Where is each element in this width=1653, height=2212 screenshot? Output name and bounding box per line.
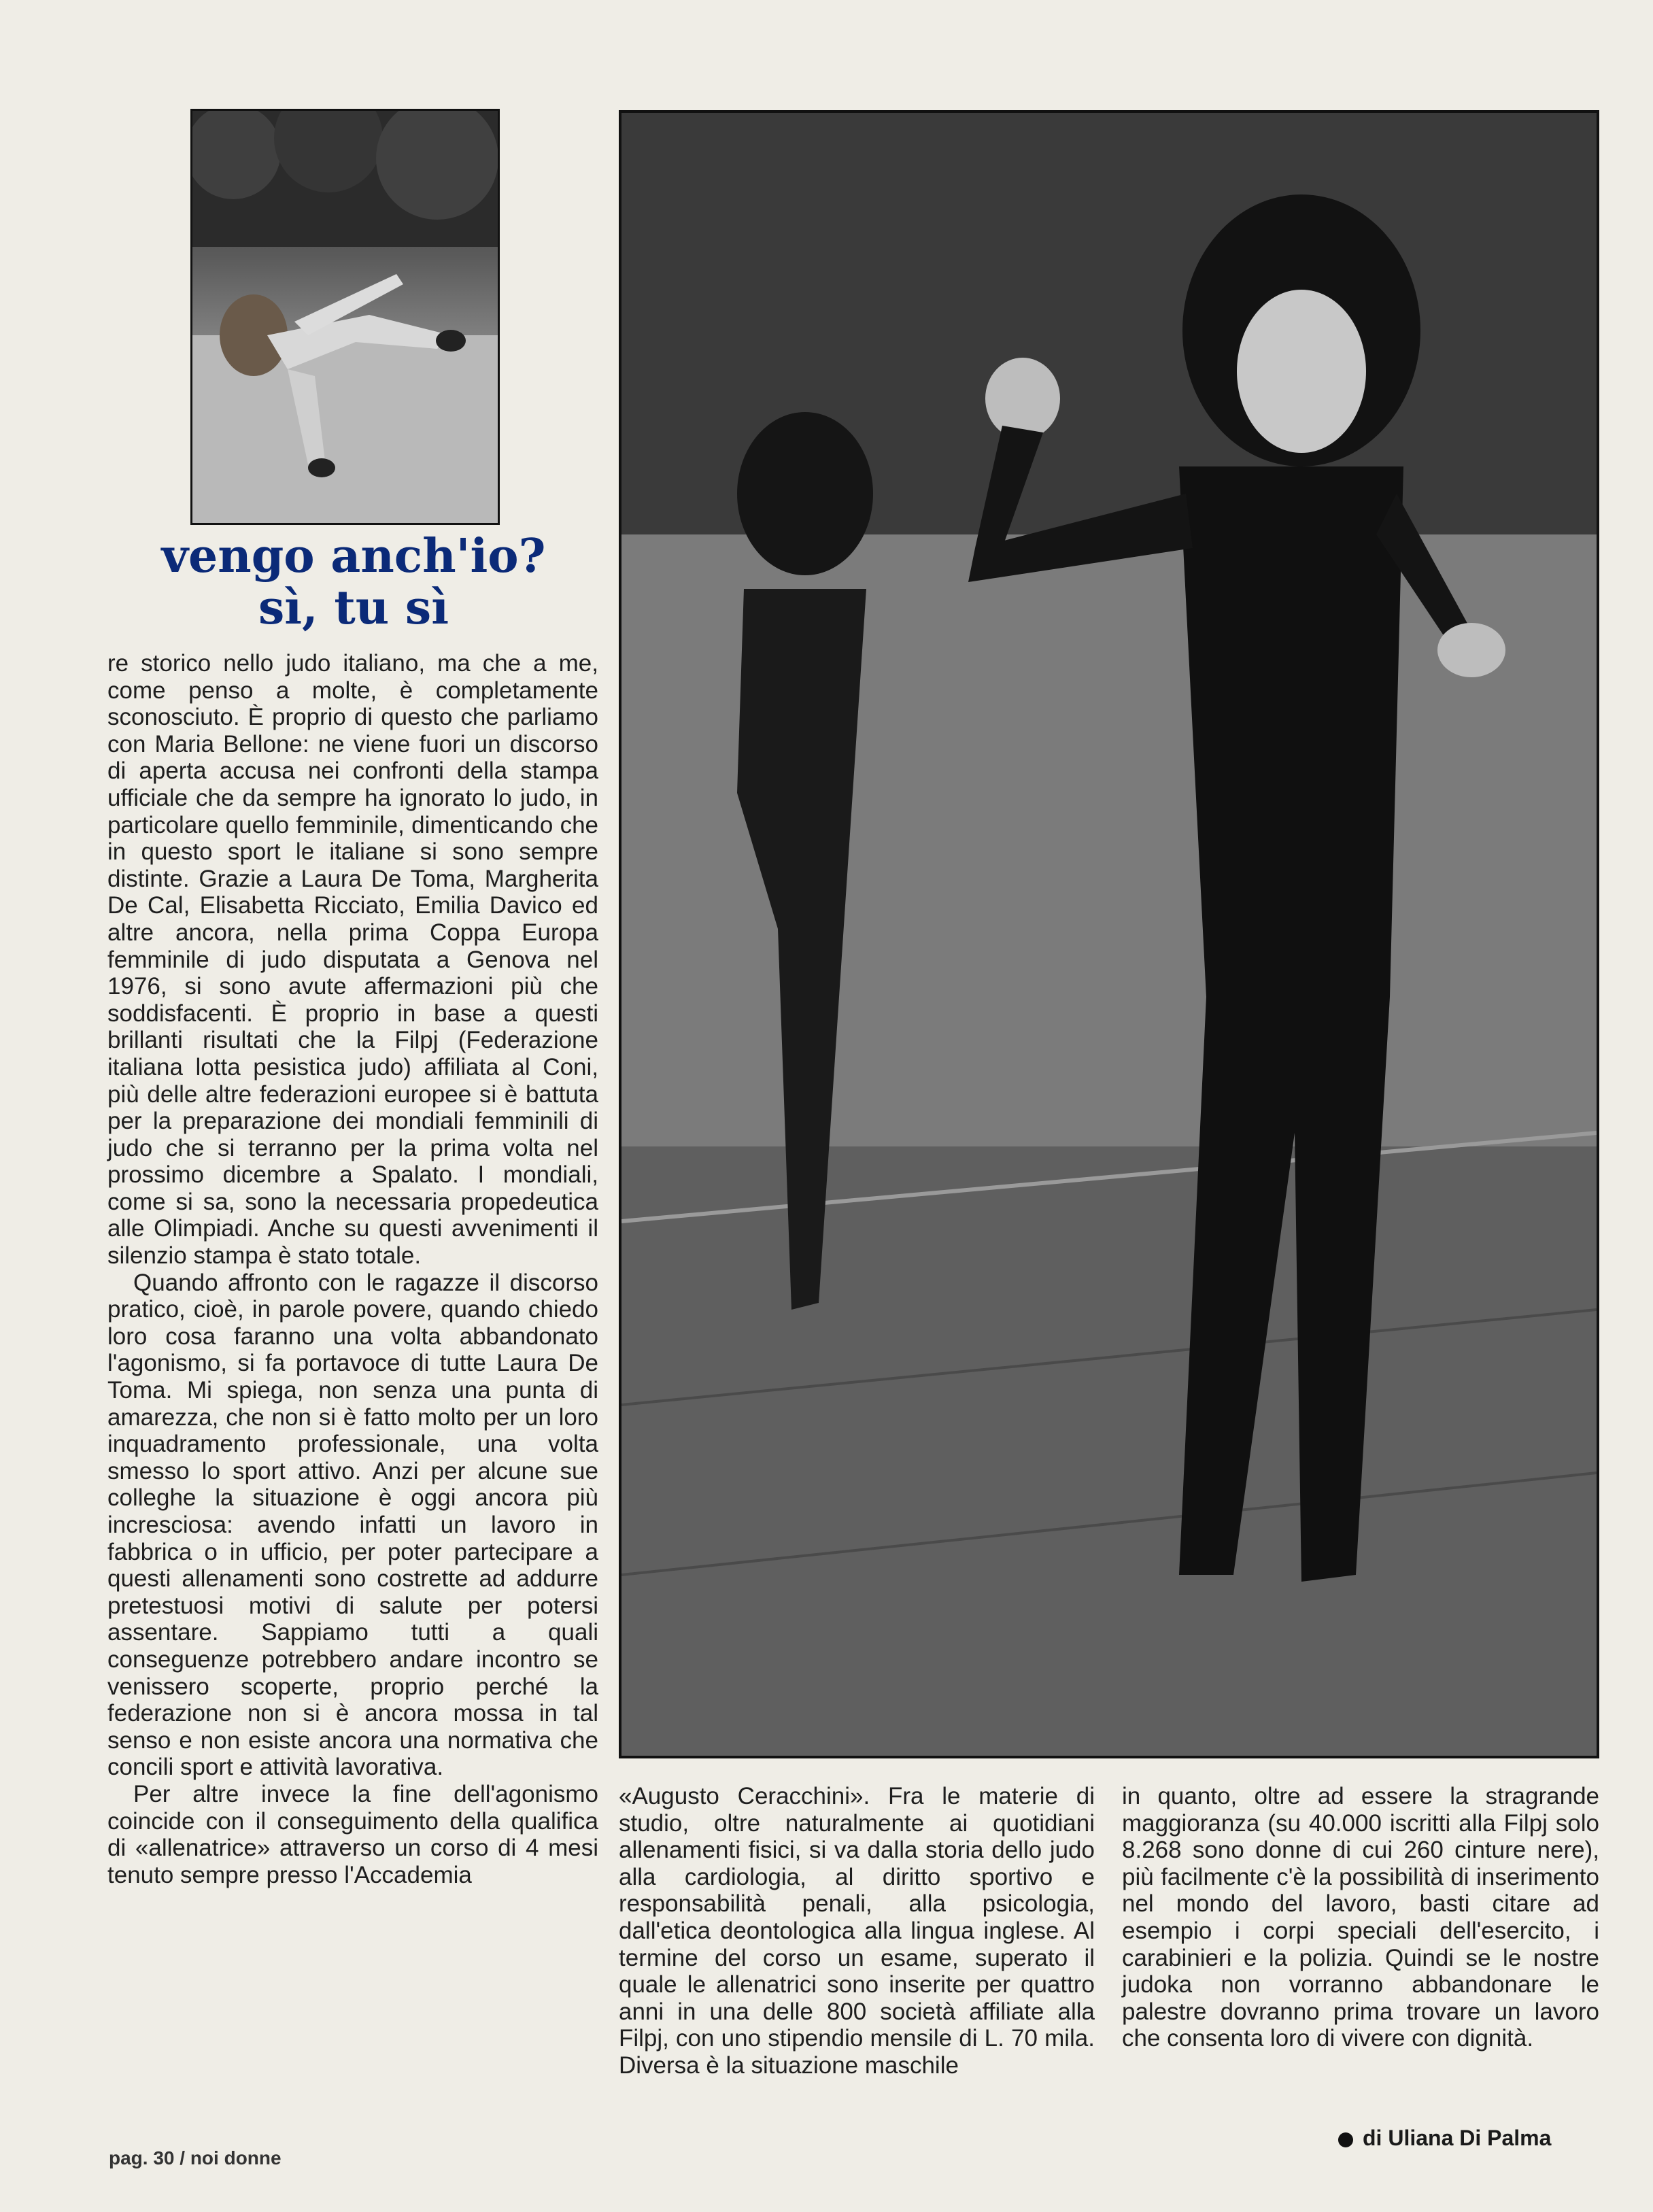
paragraph-1: re storico nello judo italiano, ma che a me, come penso a molte, è completamente sconosciuto. È proprio di questo che parliamo con Maria Bellone: ne viene fuori un discorso di aperta accusa nei confronti della stampa ufficiale che da sempre ha ignorato lo judo, in particolare quello femminile, dimenticando che in questo sport le italiane si sono sempre distinte. Grazie a Laura De Toma, Margherita De Cal, Elisabetta Ricciato, Emilia Davico ed altre ancora, nella prima Coppa Europa femminile di judo disputata a Genova nel 1976, si sono avute affermazioni più che soddisfacenti. È proprio in base a questi brillanti risultati che la Filpj (Federazione italiana lotta pesistica judo) affiliata al Coni, più delle altre federazioni europee si è battuta per la preparazione dei mondiali femminili di judo che si terranno per la prima volta nel prossimo dicembre a Spalato. I mondiali, come si sa, sono la necessaria propedeutica alle Olimpiadi. Anche su questi avvenimenti il silenzio stampa è stato totale. bbox=[107, 650, 598, 1270]
paragraph-2: Quando affronto con le ragazze il discorso pratico, cioè, in parole povere, quando chiedo loro cosa faranno una volta abbandonato l'agonismo, si fa portavoce di tutte Laura De Toma. Mi spiega, non senza una punta di amarezza, che non si è fatto molto per un loro inquadramento professionale, una volta smesso lo sport attivo. Anzi per alcune sue colleghe la situazione è oggi ancora più incresciosa: avendo infatti un lavoro in fabbrica o in ufficio, per poter partecipare a questi allenamenti sono costrette ad addurre pretestuosi motivi di salute per potersi assentare. Sappiamo tutti a quali conseguenze potrebbero andare incontro se venissero scoperte, proprio perché la federazione non si è ancora mossa in tal senso e non esiste ancora una normativa che concili sport e attività lavorativa. bbox=[107, 1269, 598, 1781]
article-column-1 bbox=[107, 650, 598, 1888]
small-photo-drawing bbox=[192, 111, 498, 523]
article-column-2 bbox=[619, 1783, 1095, 2079]
bullet-icon bbox=[1338, 2132, 1353, 2147]
small-photo-woman-falling bbox=[190, 109, 500, 525]
large-photo-drawing bbox=[621, 113, 1597, 1756]
article-headline bbox=[109, 530, 598, 634]
paragraph-3: Per altre invece la fine dell'agonismo coincide con il conseguimento della qualifica di «allenatrice» attraverso un corso di 4 mesi tenuto sempre presso l'Accademia bbox=[107, 1780, 598, 1888]
page-footer: pag. 30 / noi donne bbox=[109, 2147, 282, 2168]
large-photo-women-training bbox=[619, 110, 1599, 1758]
paragraph-4: «Augusto Ceracchini». Fra le materie di studio, oltre naturalmente ai quotidiani allenamenti fisici, si va dalla storia dello judo alla cardiologia, al diritto sportivo e responsabilità penali, alla psicologia, dall'etica deontologica alla lingua inglese. Al termine del corso un esame, superato il quale le allenatrici sono inserite per quattro anni in una delle 800 società affiliate alla Filpj, con uno stipendio mensile di L. 70 mila. Diversa è la situazione maschile bbox=[619, 1783, 1095, 2079]
article-column-3 bbox=[1122, 1783, 1599, 2052]
author-byline bbox=[1338, 2126, 1551, 2151]
paragraph-5: in quanto, oltre ad essere la stragrande maggioranza (su 40.000 iscritti alla Filpj solo 8.268 sono donne di cui 260 cinture nere), più facilmente c'è la possibilità di inserimento nel mondo del lavoro, basti citare ad esempio i corpi speciali dell'esercito, i carabinieri e la polizia. Quindi se le nostre judoka non vorranno abbandonare le palestre dovranno prima trovare un lavoro che consenta loro di vivere con dignità. bbox=[1122, 1783, 1599, 2052]
byline-text: di Uliana Di Palma bbox=[1363, 2126, 1552, 2150]
headline-line-2: sì, tu sì bbox=[258, 581, 449, 635]
headline-line-1: vengo anch'io? bbox=[161, 529, 546, 583]
